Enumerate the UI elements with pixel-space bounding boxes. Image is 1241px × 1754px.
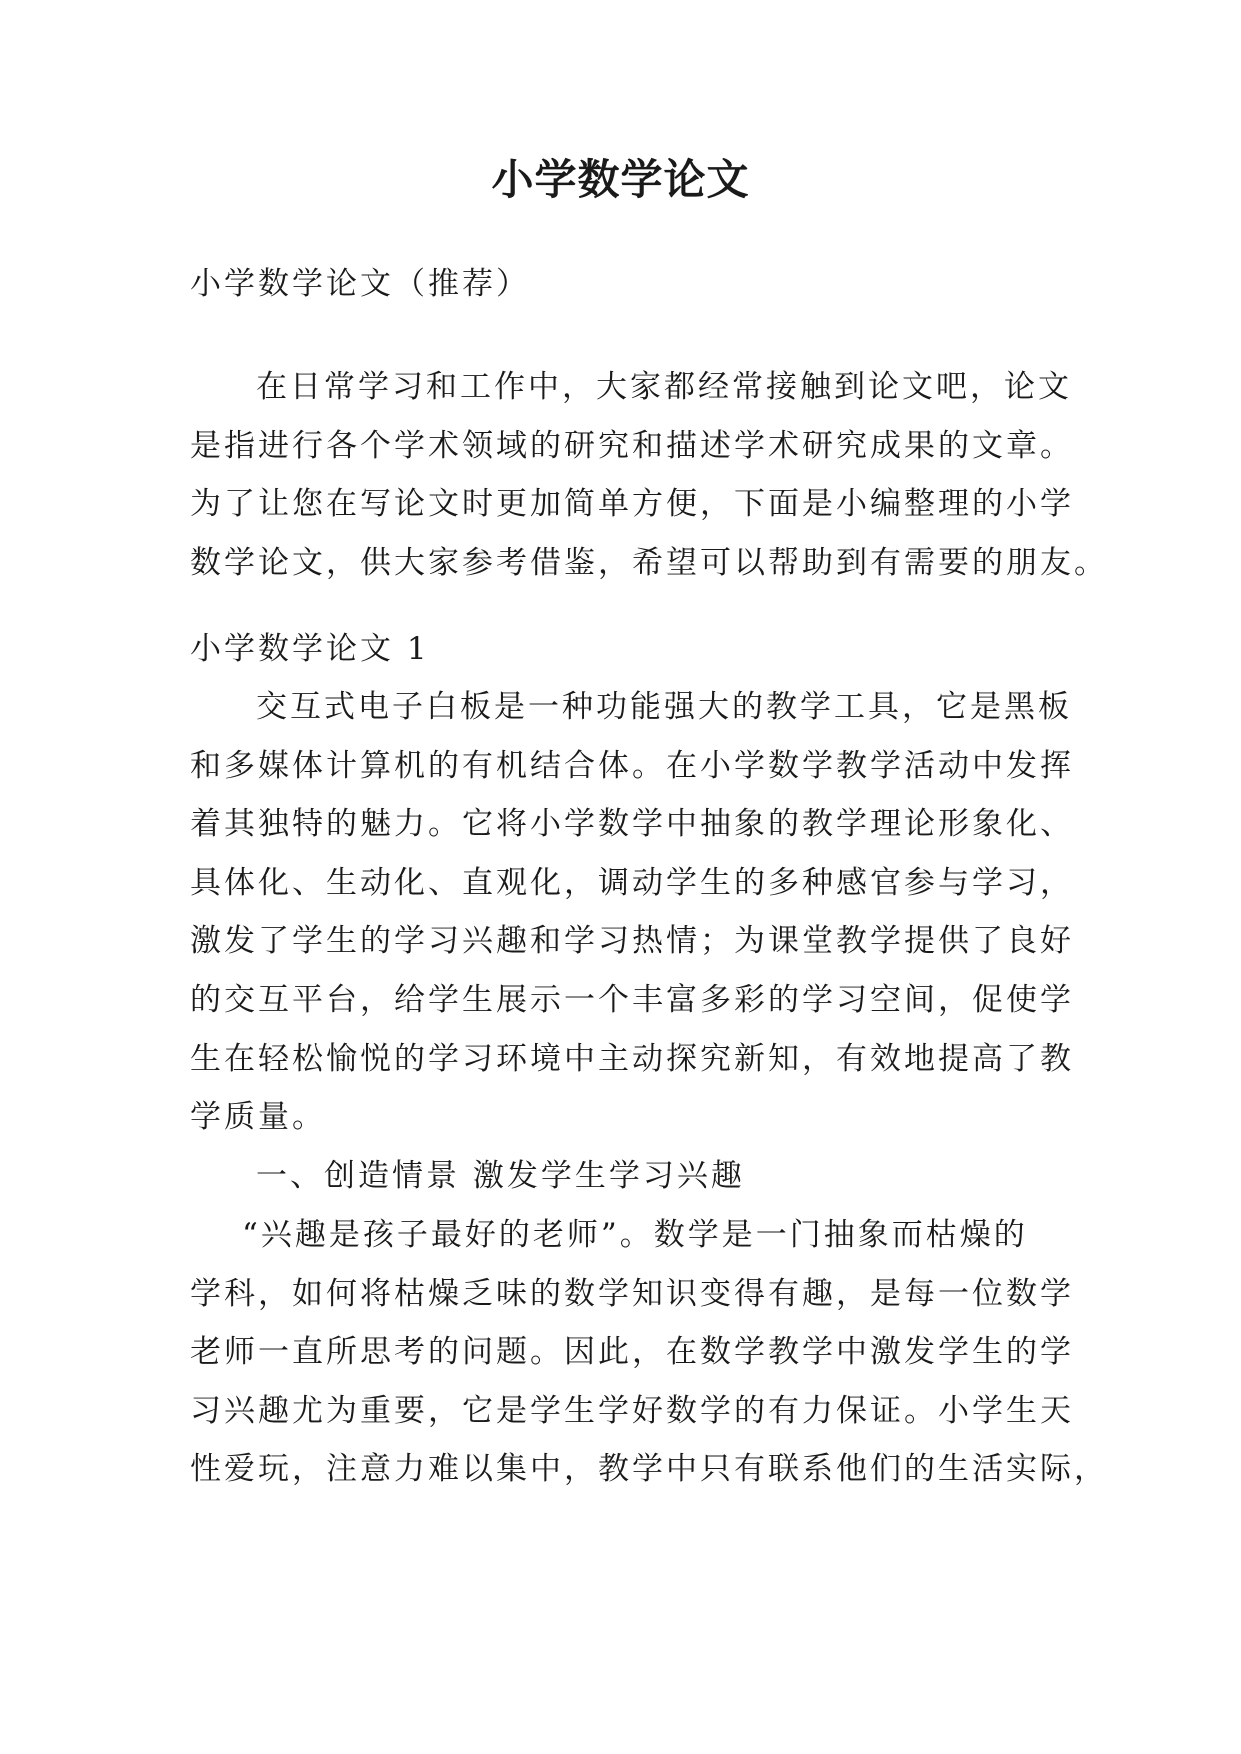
document-title: 小学数学论文 [491,155,750,204]
subtitle-text: 小学数学论文（推荐） [190,266,530,302]
document-subtitle [190,255,1070,314]
paragraph-line: 生在轻松愉悦的学习环境中主动探究新知，有效地提高了教 [190,1040,1074,1077]
paragraph-line: 学科，如何将枯燥乏味的数学知识变得有趣，是每一位数学 [190,1275,1074,1312]
paragraph-line: 激发了学生的学习兴趣和学习热情；为课堂教学提供了良好 [190,923,1074,960]
intro-line: 是指进行各个学术领域的研究和描述学术研究成果的文章。 [190,427,1074,464]
subheading [190,1147,1070,1206]
intro-line: 在日常学习和工作中，大家都经常接触到论文吧，论文 [256,369,1072,405]
intro-line: 为了让您在写论文时更加简单方便，下面是小编整理的小学 [190,486,1074,523]
section-heading [190,620,1070,679]
paragraph-line: 的交互平台，给学生展示一个丰富多彩的学习空间，促使学 [190,981,1074,1018]
paragraph-line: 性爱玩，注意力难以集中，教学中只有联系他们的生活实际， [190,1451,1108,1488]
paragraph-line: 习兴趣尤为重要，它是学生学好数学的有力保证。小学生天 [190,1392,1074,1429]
paragraph-line: “兴趣是孩子最好的老师”。数学是一门抽象而枯燥的 [242,1217,1028,1253]
paragraph-line: 学质量。 [190,1099,326,1136]
paragraph-line: 着其独特的魅力。它将小学数学中抽象的教学理论形象化、 [190,806,1074,843]
intro-line: 数学论文，供大家参考借鉴，希望可以帮助到有需要的朋友。 [190,544,1108,581]
paragraph-line: 交互式电子白板是一种功能强大的教学工具，它是黑板 [256,689,1072,725]
subheading-text: 一、创造情景 激发学生学习兴趣 [256,1158,745,1194]
section-paragraph-2 [190,1206,1108,1499]
section-heading-text: 小学数学论文 1 [190,631,430,667]
paragraph-line: 老师一直所思考的问题。因此，在数学教学中激发学生的学 [190,1334,1074,1371]
paragraph-line: 具体化、生动化、直观化，调动学生的多种感官参与学习， [190,864,1074,901]
paragraph-line: 和多媒体计算机的有机结合体。在小学数学教学活动中发挥 [190,747,1074,784]
intro-paragraph [190,358,1108,592]
section-paragraph-1 [190,678,1074,1147]
